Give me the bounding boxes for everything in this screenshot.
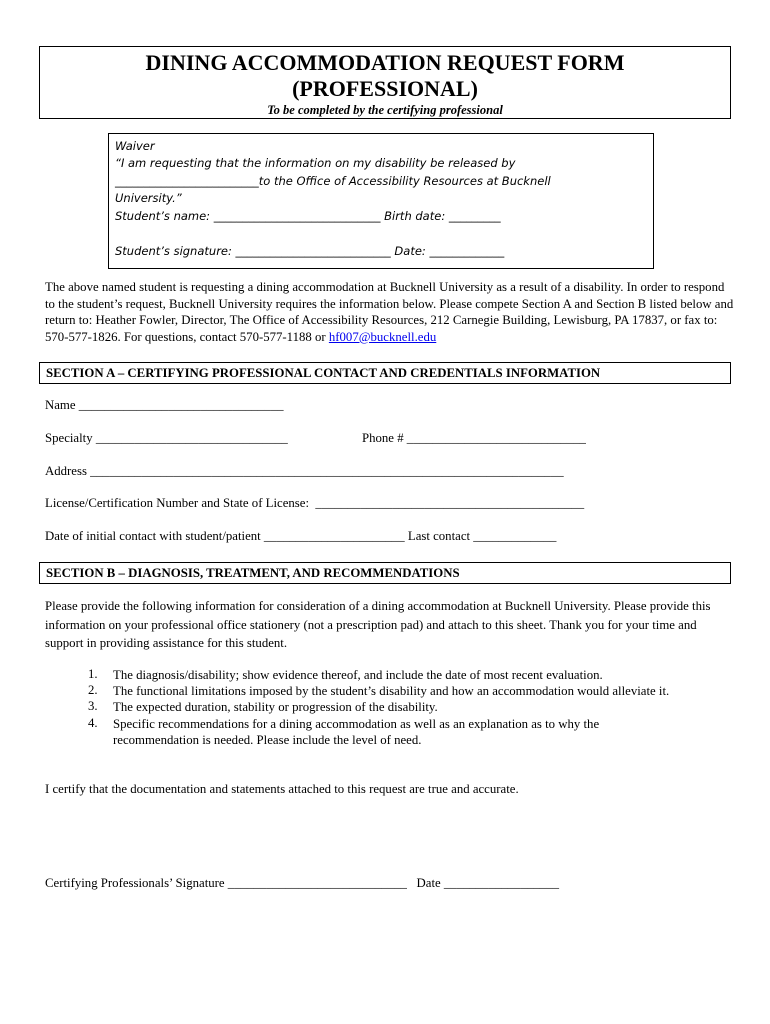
waiver-heading: Waiver [115,139,155,153]
list-item: The diagnosis/disability; show evidence thereof, and include the date of most recent evaluation. [113,668,603,682]
phone-field[interactable]: Phone # ____________________________ [362,431,586,445]
section-b-intro: Please provide the following information for consideration of a dining accommodation at Bucknell University. Please provide this information on your professional office stationery (not a prescription pad) and attach to this sheet. Thank you for your time and support in providing assistance for this student. [45,599,711,650]
form-subtitle: To be completed by the certifying professional [267,103,503,117]
student-name-birthdate-field[interactable]: Student’s name: _____________________________ Birth date: _________ [115,209,501,223]
specialty-field[interactable]: Specialty ______________________________ [45,431,288,445]
contact-dates-field[interactable]: Date of initial contact with student/patient ______________________ Last contact _____________ [45,529,557,543]
list-item-number: 3. [88,699,98,713]
list-item: The functional limitations imposed by the student’s disability and how an accommodation would alleviate it. [113,684,670,698]
list-item-number: 4. [88,716,98,730]
contact-email-link[interactable]: hf007@bucknell.edu [328,329,437,344]
license-field[interactable]: License/Certification Number and State of License: __________________________________________ [45,496,585,510]
list-item: The expected duration, stability or progression of the disability. [113,700,438,714]
list-item-number: 1. [88,667,98,681]
waiver-released-to-field[interactable]: _________________________to the Office of Accessibility Resources at Bucknell [115,174,551,188]
waiver-line: University.” [115,191,182,205]
intro-paragraph [45,279,735,345]
waiver-line: “I am requesting that the information on my disability be released by [115,156,516,170]
professional-signature-date-field[interactable]: Certifying Professionals’ Signature ____________________________ Date __________________ [45,876,560,890]
list-item-number: 2. [88,683,98,697]
name-field[interactable]: Name ________________________________ [45,398,284,412]
section-a-heading: SECTION A – CERTIFYING PROFESSIONAL CONTACT AND CREDENTIALS INFORMATION [39,362,731,384]
section-b-heading: SECTION B – DIAGNOSIS, TREATMENT, AND RECOMMENDATIONS [39,562,731,584]
certify-statement: I certify that the documentation and statements attached to this request are true and accurate. [45,782,519,796]
form-title-line1: DINING ACCOMMODATION REQUEST FORM [145,50,625,75]
form-title-line2: (PROFESSIONAL) [292,76,478,101]
student-signature-date-field[interactable]: Student’s signature: ___________________________ Date: _____________ [115,244,505,258]
list-item: Specific recommendations for a dining accommodation as well as an explanation as to why the recommendation is needed. Please include the level of need. [113,717,600,747]
intro-text: The above named student is requesting a dining accommodation at Bucknell University as a result of a disability. In order to respond to the student’s request, Bucknell University requires the information below. Please compete Section A and Section B listed below and return to: Heather Fowler, Director, The Office of Accessibility Resources, 212 Carnegie Building, Lewisburg, PA 17837, or fax to: 570-577-1826. For questions, contact 570-577-1188 or [45,280,734,344]
address-field[interactable]: Address __________________________________________________________________________ [45,464,564,478]
